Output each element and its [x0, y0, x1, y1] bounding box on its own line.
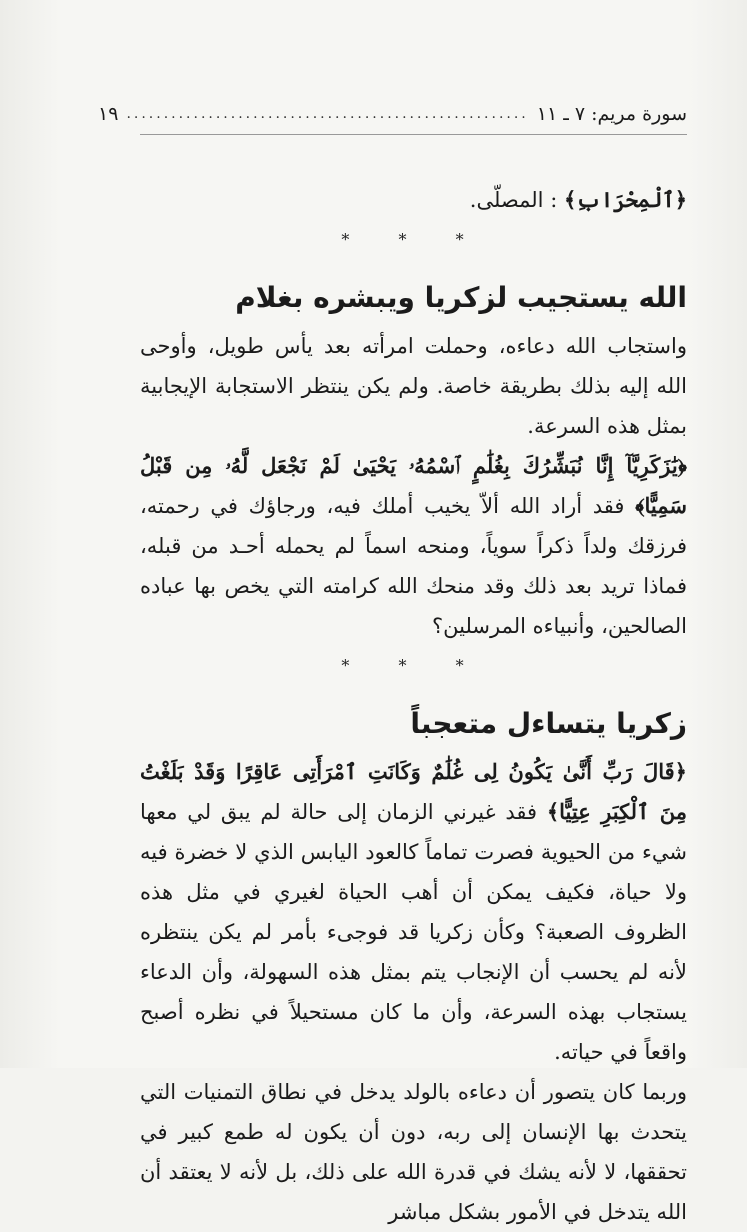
- paragraph: واستجاب الله دعاءه، وحملت امرأته بعد يأس طويل، وأوحى الله إليه بذلك بطريقة خاصة. ولم يكن ينتظر الاستجابة الإيجابية بمثل هذه السرعة.: [140, 334, 687, 438]
- gloss-definition: : المصلّى.: [469, 188, 558, 212]
- quran-verse: ﴿قَالَ رَبِّ أَنَّىٰ يَكُونُ لِى غُلَٰمٌ وَكَانَتِ ٱمْرَأَتِى عَاقِرًا وَقَدْ بَلَغْتُ مِنَ ٱلْكِبَرِ عِتِيًّا﴾: [140, 759, 687, 824]
- section-heading-1: الله يستجيب لزكريا ويبشره بغلام: [235, 281, 687, 314]
- page-body: [140, 170, 687, 1232]
- gloss-term: ﴿ٱلْمِحْرَابِ﴾: [563, 187, 687, 212]
- section-heading-2: زكريا يتساءل متعجباً: [410, 707, 687, 740]
- page-number: ١٩: [98, 103, 119, 125]
- surah-reference: سورة مريم: ٧ ـ ١١: [536, 103, 687, 125]
- verse-paragraph: [140, 752, 687, 1072]
- section-separator: * * *: [341, 656, 486, 675]
- running-header: [98, 98, 687, 130]
- quran-verse: ﴿يَٰزَكَرِيَّآ إِنَّا نُبَشِّرُكَ بِغُلَٰمٍ ٱسْمُهُۥ يَحْيَىٰ لَمْ نَجْعَل لَّهُۥ مِن قَبْلُ سَمِيًّا﴾: [140, 453, 687, 518]
- header-rule: [140, 134, 687, 135]
- paragraph: وربما كان يتصور أن دعاءه بالولد يدخل في نطاق التمنيات التي يتحدث بها الإنسان إلى ربه، دون أن يكون له طمع كبير في تحققها، لا لأنه يشك في قدرة الله على ذلك، بل لأنه لا يعتقد أن الله يتدخل في الأمور بشكل مباشر: [140, 1080, 687, 1224]
- section-separator: * * *: [341, 230, 486, 249]
- gloss-line: [140, 180, 687, 220]
- commentary: فقد أراد الله ألاّ يخيب أملك فيه، ورجاؤك في رحمته، فرزقك ولداً ذكراً سوياً، ومنحه اسماً لم يحمله أحـد من قبله، فماذا تريد بعد ذلك وقد منحك الله كرامته التي يخص بها عباده الصالحين، وأنبياءه المرسلين؟: [140, 494, 687, 638]
- commentary: فقد غيرني الزمان إلى حالة لم يبق لي معها شيء من الحيوية فصرت تماماً كالعود اليابس الذي لا خضرة فيه ولا حياة، فكيف يمكن أن أهب الحياة لغيري في مثل هذه الظروف الصعبة؟ وكأن زكريا قد فوجىء بأمر لم يكن ينتظره لأنه لم يحسب أن الإنجاب يتم بمثل هذه السهولة، وأن الدعاء يستجاب بهذه السرعة، وأن ما كان مستحيلاً في نظره أصبح واقعاً في حياته.: [140, 800, 687, 1064]
- verse-paragraph: [140, 446, 687, 646]
- leader-dots: ......................................................: [126, 106, 529, 122]
